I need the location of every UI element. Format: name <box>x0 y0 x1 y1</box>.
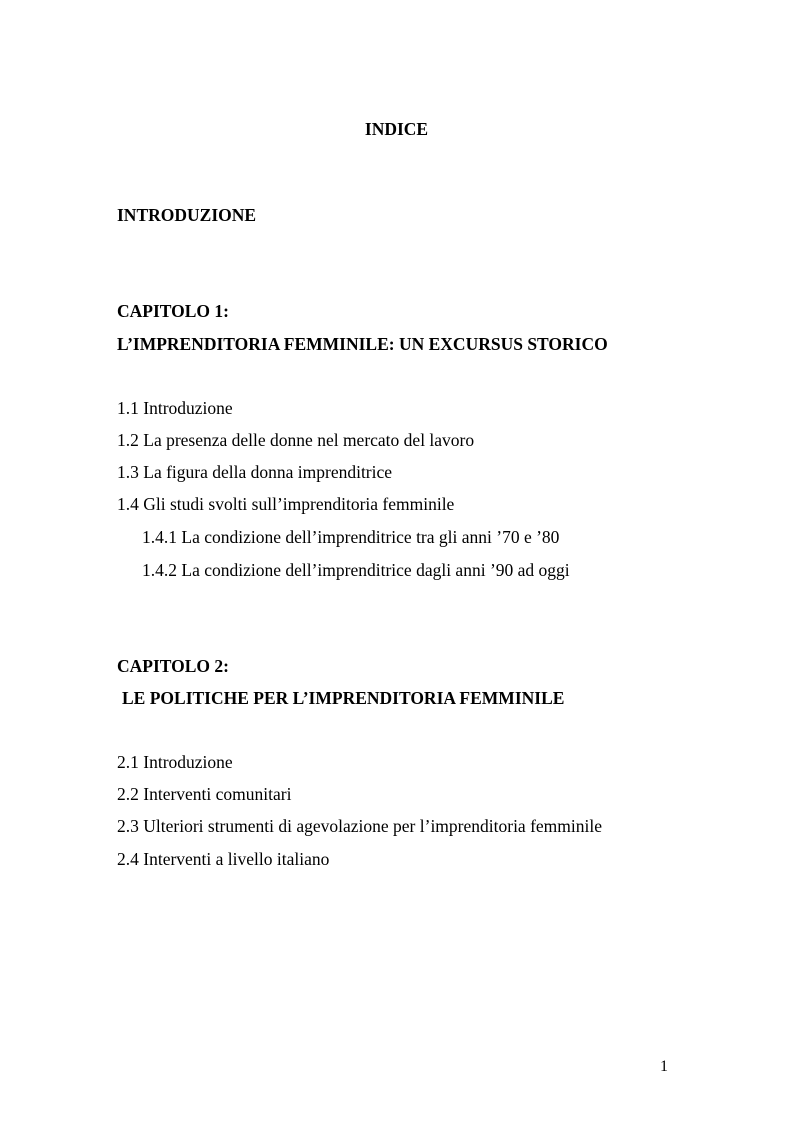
toc-entry-2-2: 2.2 Interventi comunitari <box>117 784 292 804</box>
toc-entry-1-4: 1.4 Gli studi svolti sull’imprenditoria femminile <box>117 494 455 514</box>
toc-entry-1-3: 1.3 La figura della donna imprenditrice <box>117 462 393 482</box>
toc-entry-1-1: 1.1 Introduzione <box>117 398 233 418</box>
introduction-heading: INTRODUZIONE <box>117 205 257 225</box>
toc-entry-2-1: 2.1 Introduzione <box>117 752 233 772</box>
toc-entry-1-2: 1.2 La presenza delle donne nel mercato del lavoro <box>117 430 475 450</box>
toc-entry-1-4-2: 1.4.2 La condizione dell’imprenditrice dagli anni ’90 ad oggi <box>142 560 570 580</box>
toc-entry-2-3: 2.3 Ulteriori strumenti di agevolazione per l’imprenditoria femminile <box>117 816 602 836</box>
chapter-1-label: CAPITOLO 1: <box>117 301 229 321</box>
page-number: 1 <box>660 1058 668 1075</box>
chapter-2-title: LE POLITICHE PER L’IMPRENDITORIA FEMMINILE <box>122 688 565 708</box>
index-title: INDICE <box>364 119 429 139</box>
toc-entry-2-4: 2.4 Interventi a livello italiano <box>117 849 330 869</box>
chapter-2-label: CAPITOLO 2: <box>117 656 229 676</box>
toc-entry-1-4-1: 1.4.1 La condizione dell’imprenditrice tra gli anni ’70 e ’80 <box>142 527 560 547</box>
chapter-1-title: L’IMPRENDITORIA FEMMINILE: UN EXCURSUS STORICO <box>117 334 608 354</box>
